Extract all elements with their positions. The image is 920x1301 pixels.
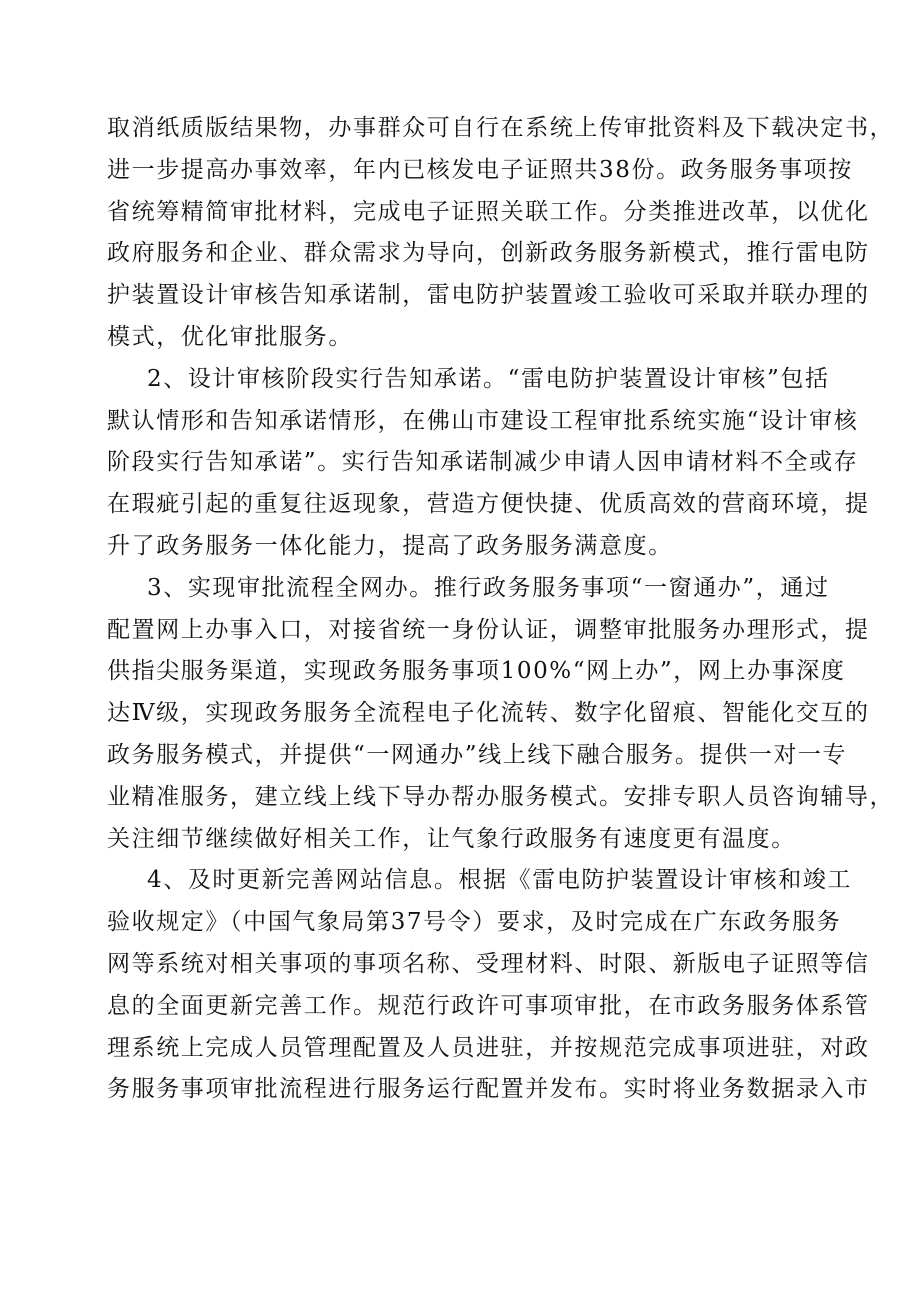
text-line: 配置网上办事入口，对接省统一身份认证，调整审批服务办理形式，提 xyxy=(107,616,870,643)
text-line: 务服务事项审批流程进行服务运行配置并发布。实时将业务数据录入市 xyxy=(107,1076,870,1103)
text-line: 默认情形和告知承诺情形，在佛山市建设工程审批系统实施“设计审核 xyxy=(107,407,859,434)
text-line: 护装置设计审核告知承诺制，雷电防护装置竣工验收可采取并联办理的 xyxy=(107,282,870,309)
text-line: 4、及时更新完善网站信息。根据《雷电防护装置设计审核和竣工 xyxy=(147,867,853,894)
paragraph-1 xyxy=(107,108,895,359)
text-line: 省统筹精简审批材料，完成电子证照关联工作。分类推进改革，以优化 xyxy=(107,198,870,225)
text-line: 2、设计审核阶段实行告知承诺。“雷电防护装置设计审核”包括 xyxy=(147,365,830,392)
paragraph-3 xyxy=(107,568,895,861)
document-body xyxy=(107,108,895,1111)
paragraph-4 xyxy=(107,860,870,1111)
text-line: 取消纸质版结果物，办事群众可自行在系统上传审批资料及下载决定书， xyxy=(107,115,895,141)
text-line: 关注细节继续做好相关工作，让气象行政服务有速度更有温度。 xyxy=(107,825,796,852)
text-line: 进一步提高办事效率，年内已核发电子证照共38份。政务服务事项按 xyxy=(107,156,853,183)
text-line: 达Ⅳ级，实现政务服务全流程电子化流转、数字化留痕、智能化交互的 xyxy=(107,700,870,727)
text-line: 验收规定》（中国气象局第37号令）要求，及时完成在广东政务服务 xyxy=(107,909,842,936)
text-line: 息的全面更新完善工作。规范行政许可事项审批，在市政务服务体系管 xyxy=(107,992,870,1019)
text-line: 政务服务模式，并提供“一网通办”线上线下融合服务。提供一对一专 xyxy=(107,741,848,768)
text-line: 3、实现审批流程全网办。推行政务服务事项“一窗通办”，通过 xyxy=(147,574,830,601)
text-line: 阶段实行告知承诺”。实行告知承诺制减少申请人因申请材料不全或存 xyxy=(107,449,859,476)
text-line: 理系统上完成人员管理配置及人员进驻，并按规范完成事项进驻，对政 xyxy=(107,1034,870,1061)
text-line: 模式，优化审批服务。 xyxy=(107,323,353,350)
text-line: 升了政务服务一体化能力，提高了政务服务满意度。 xyxy=(107,532,673,559)
paragraph-2 xyxy=(107,359,870,568)
text-line: 网等系统对相关事项的事项名称、受理材料、时限、新版电子证照等信 xyxy=(107,950,870,977)
text-line: 供指尖服务渠道，实现政务服务事项100%“网上办”，网上办事深度 xyxy=(107,658,846,685)
text-line: 业精准服务，建立线上线下导办帮办服务模式。安排专职人员咨询辅导， xyxy=(107,783,895,810)
text-line: 在瑕疵引起的重复往返现象，营造方便快捷、优质高效的营商环境，提 xyxy=(107,491,870,518)
text-line: 政府服务和企业、群众需求为导向，创新政务服务新模式，推行雷电防 xyxy=(107,240,870,267)
